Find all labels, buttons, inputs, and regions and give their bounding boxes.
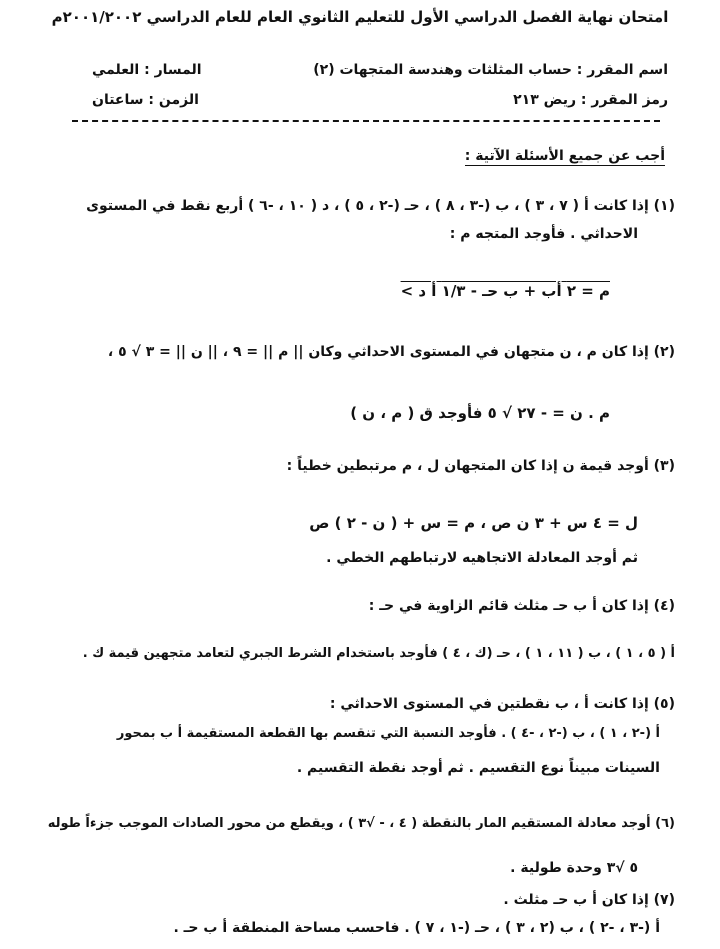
q1-line1: (١) إذا كانت أ ( ٧ ، ٣ ) ، ب (-٣ ، ٨ ) ، حـ (-٢ ، ٥ ) ، د ( ١٠ ، -٦ ) أربع نقط في المستوى: [86, 198, 675, 214]
q7-line1: (٧) إذا كان أ ب حـ مثلث .: [503, 892, 675, 908]
q4-line2: أ ( ٥ ، ١ ) ، ب ( ١١ ، ١ ) ، حـ (ك ، ٤ ) فأوجد باستخدام الشرط الجبري لتعامد متجهين قيمة ك .: [82, 646, 675, 661]
q5-line3: السينات مبيناً نوع التقسيم . ثم أوجد نقطة التقسيم .: [296, 760, 660, 776]
q7-line2: أ (-٣ ، -٢ ) ، ب (٢ ، ٣ ) ، حـ (-١ ، ٧ ) . فاحسب مساحة المنطقة أ ب حـ .: [173, 920, 660, 936]
q1-formula: م = ٢ أب + ب حـ - ١/٣ أ د >: [400, 282, 610, 300]
q3-line2: ثم أوجد المعادلة الاتجاهيه لارتباطهم الخطي .: [326, 550, 638, 566]
q1-line2: الاحداثي . فأوجد المتجه م :: [449, 226, 638, 242]
q5-line1: (٥) إذا كانت أ ، ب نقطتين في المستوى الاحداثي :: [329, 696, 675, 712]
q5-line2: أ (-٢ ، ١ ) ، ب (-٢ ، -٤ ) . فأوجد النسبة التي تنقسم بها القطعة المستقيمة أ ب بمحور: [116, 726, 660, 741]
instructions: أجب عن جميع الأسئلة الآتية :: [464, 148, 665, 164]
header-divider: [72, 120, 660, 122]
q3-line1: (٣) أوجد قيمة ن إذا كان المتجهان ل ، م مرتبطين خطياً :: [286, 458, 675, 474]
q2-line1: (٢) إذا كان م ، ن متجهان في المستوى الاحداثي وكان || م || = ٩ ، || ن || = ٣ √ ٥ ،: [107, 344, 675, 360]
q2-formula: م . ن = - ٢٧ √ ٥ فأوجد ق ( م ، ن ): [350, 404, 610, 422]
exam-title: امتحان نهاية الفصل الدراسي الأول للتعليم الثانوي العام للعام الدراسي ٢٠٠١/٢٠٠٢م: [51, 8, 669, 26]
track: المسار : العلمي: [92, 62, 202, 78]
q4-line1: (٤) إذا كان أ ب حـ مثلث قائم الزاوية في حـ :: [368, 598, 675, 614]
q6-line2: ٥ √٣ وحدة طولية .: [510, 860, 638, 876]
q3-formula: ل = ٤ س + ٣ ن ص ، م = س + ( ن - ٢ ) ص: [309, 514, 638, 532]
exam-time: الزمن : ساعتان: [92, 92, 199, 108]
course-code: رمز المقرر : ريض ٢١٣: [513, 92, 668, 108]
course-name: اسم المقرر : حساب المثلثات وهندسة المتجهات (٢): [313, 62, 668, 78]
q6-line1: (٦) أوجد معادلة المستقيم المار بالنقطة ( ٤ ، - √٣ ) ، ويقطع من محور الصادات الموجب جزءاً طوله: [47, 816, 675, 831]
